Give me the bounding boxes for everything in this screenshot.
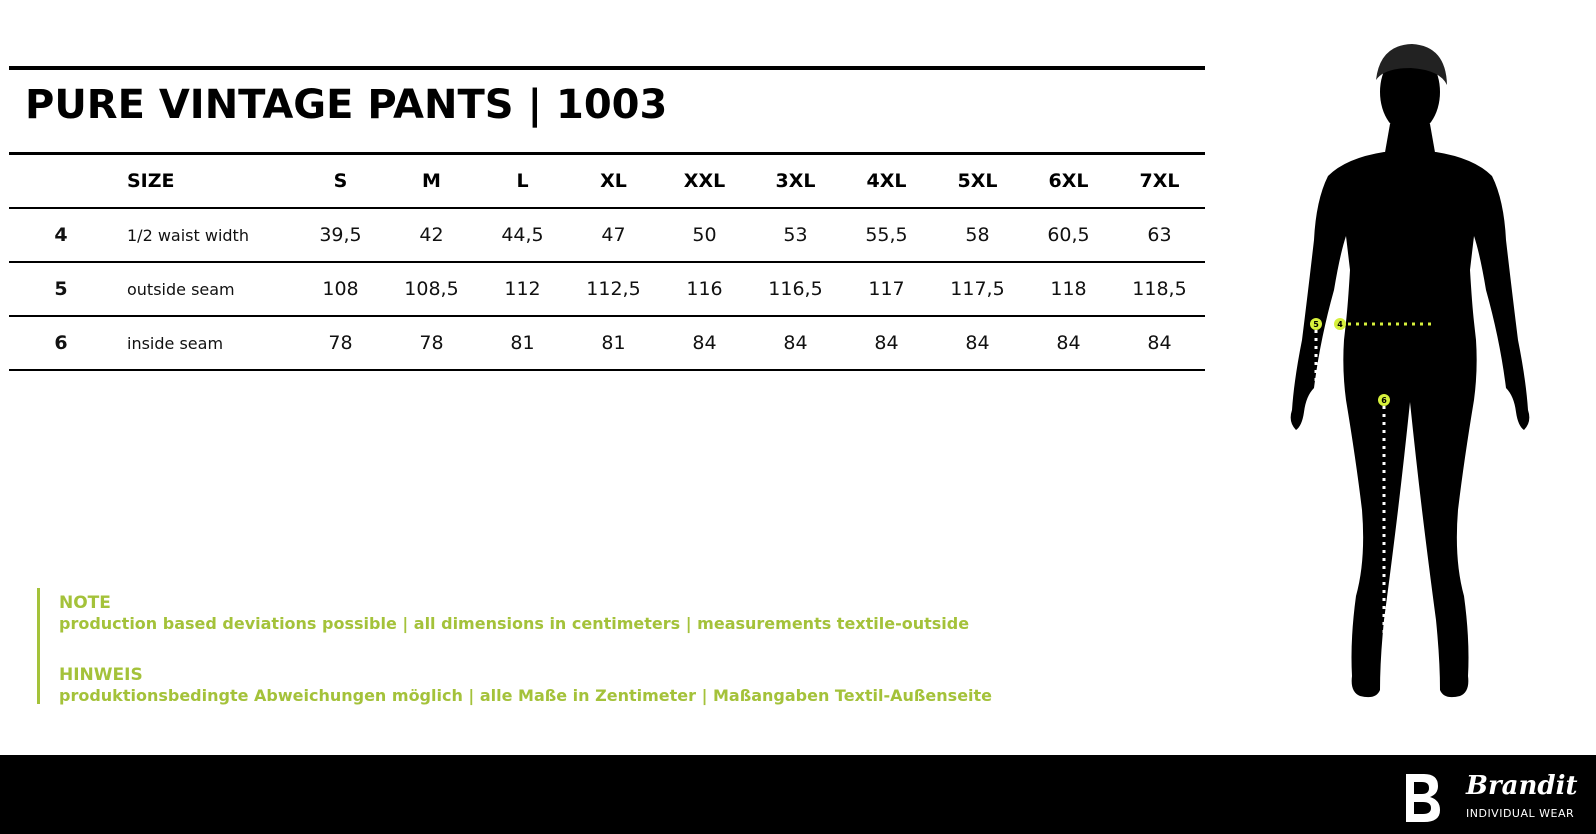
value-cell: 112 <box>477 262 568 316</box>
value-cell: 60,5 <box>1023 208 1114 262</box>
value-cell: 81 <box>568 316 659 370</box>
value-cell: 78 <box>386 316 477 370</box>
note-heading-de: HINWEIS <box>59 665 143 685</box>
value-cell: 84 <box>659 316 750 370</box>
header-size-label: SIZE <box>113 154 295 209</box>
value-cell: 112,5 <box>568 262 659 316</box>
page-title: PURE VINTAGE PANTS | 1003 <box>25 82 668 128</box>
header-num-cell <box>9 154 113 209</box>
size-table <box>9 152 1205 371</box>
row-number: 6 <box>9 316 113 370</box>
value-cell: 84 <box>1023 316 1114 370</box>
size-header-cell: 4XL <box>841 154 932 209</box>
value-cell: 58 <box>932 208 1023 262</box>
value-cell: 117,5 <box>932 262 1023 316</box>
size-header-cell: 5XL <box>932 154 1023 209</box>
value-cell: 117 <box>841 262 932 316</box>
size-header-cell: 3XL <box>750 154 841 209</box>
note-heading-en: NOTE <box>59 593 111 613</box>
marker-inside-seam <box>1378 394 1390 406</box>
marker-outside-seam <box>1310 318 1322 330</box>
value-cell: 84 <box>932 316 1023 370</box>
value-cell: 47 <box>568 208 659 262</box>
size-header-cell: 7XL <box>1114 154 1205 209</box>
value-cell: 116,5 <box>750 262 841 316</box>
marker-waist <box>1334 318 1346 330</box>
table-row <box>9 262 1205 316</box>
footer-bar <box>0 755 1596 834</box>
row-label: inside seam <box>113 316 295 370</box>
value-cell: 116 <box>659 262 750 316</box>
value-cell: 84 <box>1114 316 1205 370</box>
value-cell: 108,5 <box>386 262 477 316</box>
marker-label-5: 5 <box>1313 320 1319 329</box>
silhouette-figure <box>1280 40 1540 720</box>
row-number: 5 <box>9 262 113 316</box>
value-cell: 118 <box>1023 262 1114 316</box>
brand-b-logo-icon <box>1402 772 1442 824</box>
size-header-cell: XL <box>568 154 659 209</box>
table-row <box>9 316 1205 370</box>
value-cell: 78 <box>295 316 386 370</box>
marker-label-4: 4 <box>1337 320 1343 329</box>
value-cell: 53 <box>750 208 841 262</box>
value-cell: 118,5 <box>1114 262 1205 316</box>
brand-subtitle: INDIVIDUAL WEAR <box>1466 807 1575 820</box>
value-cell: 84 <box>841 316 932 370</box>
value-cell: 84 <box>750 316 841 370</box>
table-row <box>9 208 1205 262</box>
note-block <box>37 588 992 704</box>
size-header-cell: M <box>386 154 477 209</box>
value-cell: 55,5 <box>841 208 932 262</box>
value-cell: 81 <box>477 316 568 370</box>
row-number: 4 <box>9 208 113 262</box>
value-cell: 39,5 <box>295 208 386 262</box>
note-text-en: production based deviations possible | all dimensions in centimeters | measurements textile-outside <box>59 614 970 633</box>
row-label: 1/2 waist width <box>113 208 295 262</box>
size-header-cell: S <box>295 154 386 209</box>
value-cell: 63 <box>1114 208 1205 262</box>
brand-wordmark-logo: Brandit <box>1466 771 1578 801</box>
value-cell: 50 <box>659 208 750 262</box>
value-cell: 108 <box>295 262 386 316</box>
size-header-cell: L <box>477 154 568 209</box>
title-top-rule <box>9 66 1205 70</box>
size-header-cell: XXL <box>659 154 750 209</box>
value-cell: 44,5 <box>477 208 568 262</box>
body-measurement-figure <box>1280 40 1540 720</box>
value-cell: 42 <box>386 208 477 262</box>
note-text-de: produktionsbedingte Abweichungen möglich | alle Maße in Zentimeter | Maßangaben Textil-Außenseite <box>59 686 993 705</box>
table-header-row <box>9 154 1205 209</box>
row-label: outside seam <box>113 262 295 316</box>
size-header-cell: 6XL <box>1023 154 1114 209</box>
human-silhouette <box>1291 44 1530 697</box>
marker-label-6: 6 <box>1381 396 1387 405</box>
